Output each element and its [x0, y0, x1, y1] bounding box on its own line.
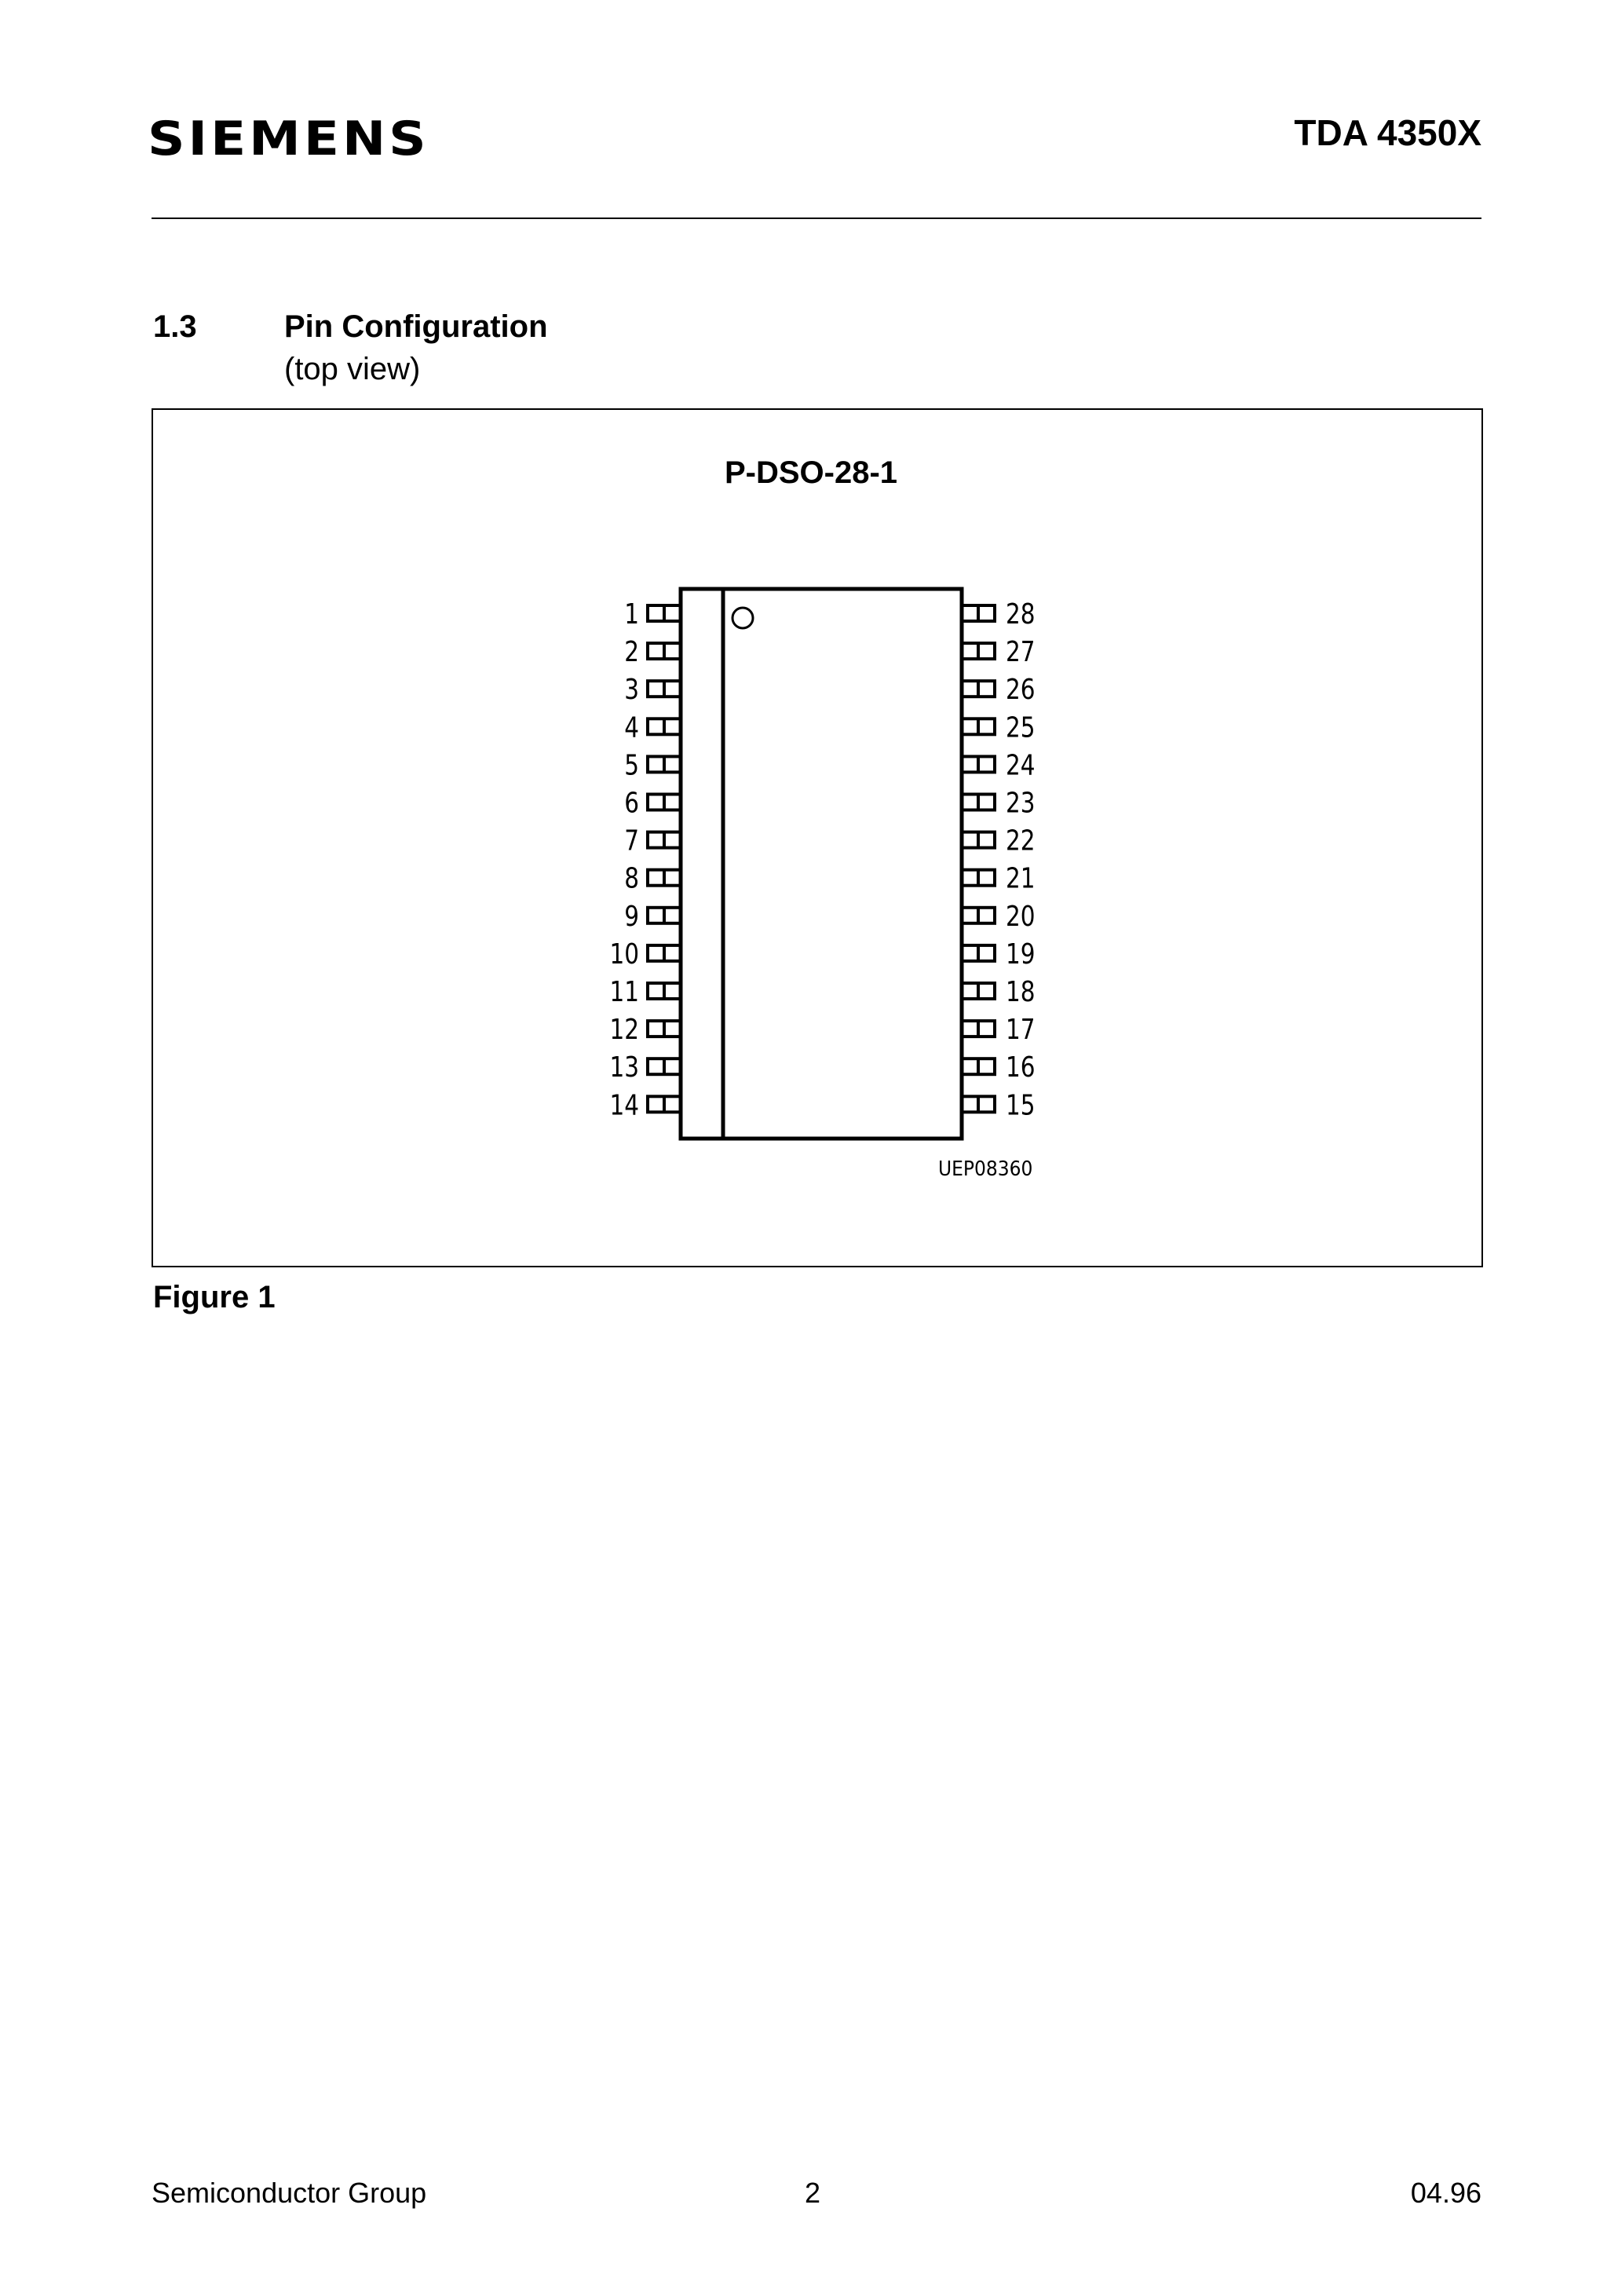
footer-date: 04.96 — [1410, 2177, 1481, 2209]
pin-label-left: 5 — [624, 748, 640, 782]
pin-label-right: 25 — [1006, 710, 1036, 744]
pin-label-right: 26 — [1006, 672, 1036, 706]
pin-label-right: 19 — [1006, 936, 1036, 971]
pin-label-right: 21 — [1006, 861, 1036, 895]
pin-label-right: 16 — [1006, 1050, 1036, 1084]
pin-label-left: 13 — [609, 1050, 640, 1084]
figure-caption: Figure 1 — [153, 1280, 276, 1314]
footer-company: Semiconductor Group — [152, 2177, 427, 2209]
pin-label-right: 15 — [1006, 1088, 1036, 1122]
pin-label-left: 12 — [609, 1012, 640, 1046]
pin-label-right: 20 — [1006, 898, 1036, 933]
pin-label-right: 23 — [1006, 785, 1036, 820]
pin-label-left: 8 — [624, 861, 640, 895]
pin-label-left: 3 — [624, 672, 640, 706]
pin-label-left: 10 — [609, 936, 640, 971]
pin-label-right: 28 — [1006, 597, 1036, 631]
footer-page-number: 2 — [805, 2177, 821, 2209]
drawing-code: UEP08360 — [938, 1157, 1033, 1181]
section-number: 1.3 — [153, 309, 197, 344]
siemens-logo: SIEMENS — [148, 111, 429, 166]
pin-label-right: 22 — [1006, 823, 1036, 857]
section-subtitle: (top view) — [284, 352, 421, 386]
pin-label-left: 7 — [624, 823, 640, 857]
pin-label-right: 17 — [1006, 1012, 1036, 1046]
pin-label-right: 18 — [1006, 974, 1036, 1008]
pin-label-left: 1 — [624, 597, 640, 631]
package-name: P-DSO-28-1 — [724, 455, 898, 490]
pin-label-left: 2 — [624, 634, 640, 668]
pin-label-left: 9 — [624, 898, 640, 933]
pin-label-right: 27 — [1006, 634, 1036, 668]
pin-label-left: 4 — [624, 710, 640, 744]
pin-label-right: 24 — [1006, 748, 1036, 782]
pin-label-left: 11 — [609, 974, 640, 1008]
section-title: Pin Configuration — [284, 309, 548, 344]
pin-label-left: 14 — [609, 1088, 640, 1122]
pin-label-left: 6 — [624, 785, 640, 820]
part-number: TDA 4350X — [1294, 112, 1481, 153]
pin1-marker-icon — [732, 608, 753, 628]
